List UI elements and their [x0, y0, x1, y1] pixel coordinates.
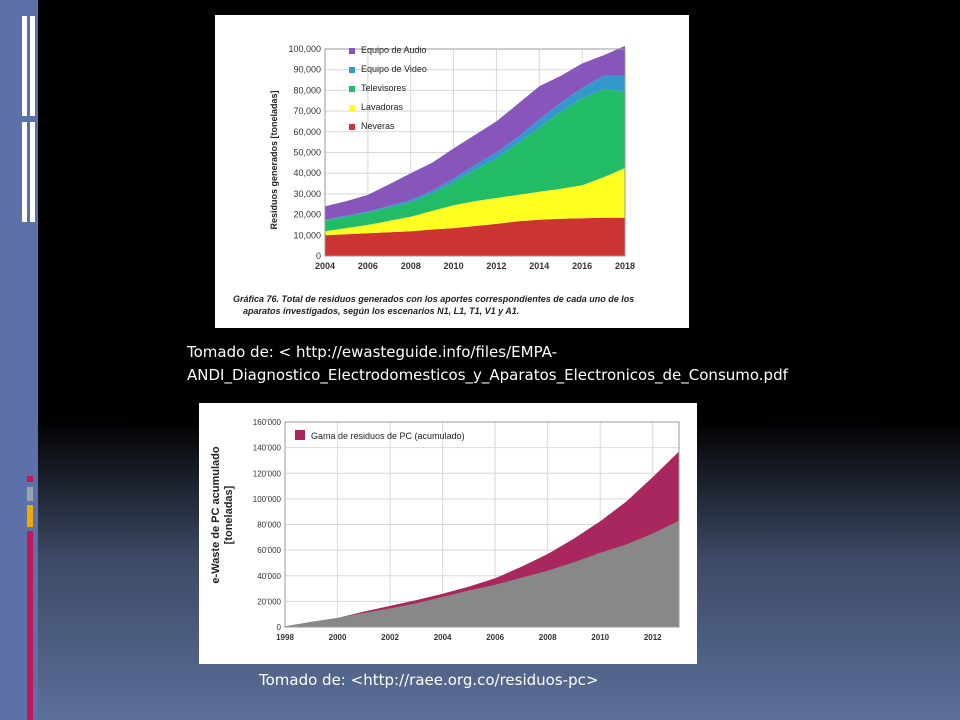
- chart2-x-tick-label: 2006: [486, 633, 505, 642]
- deco-bar-4: [30, 122, 35, 222]
- chart1-y-tick-label: 50,000: [293, 147, 321, 158]
- chart1-x-tick-label: 2016: [572, 261, 593, 271]
- chart2-y-tick-label: 120'000: [252, 469, 281, 479]
- stacked-area-chart-residuos: [215, 15, 689, 328]
- chart2-y-axis-label-line1: e-Waste de PC acumulado: [210, 446, 222, 584]
- chart2-legend-label: Gama de residuos de PC (acumulado): [311, 431, 465, 441]
- chart1-y-tick-label: 10,000: [293, 230, 321, 241]
- chart2-x-tick-label: 2010: [591, 633, 610, 642]
- chart1-x-tick-label: 2012: [486, 261, 507, 271]
- chart1-x-tick-label: 2006: [357, 261, 378, 271]
- chart2-x-tick-label: 2012: [643, 633, 662, 642]
- chart1-legend-swatch: [349, 67, 355, 73]
- chart1-x-tick-label: 2008: [400, 261, 421, 271]
- chart1-caption-line1: Gráfica 76. Total de residuos generados con los aportes correspondientes de cada uno de los: [233, 294, 635, 304]
- caption1-line1: Tomado de: < http://ewasteguide.info/files/EMPA-: [187, 343, 557, 361]
- chart1-legend-label: Lavadoras: [361, 102, 404, 112]
- chart2-x-tick-label: 2000: [328, 633, 347, 642]
- chart1-panel: [215, 15, 689, 328]
- chart1-y-tick-label: 0: [315, 251, 321, 261]
- chart1-y-tick-label: 20,000: [293, 209, 321, 220]
- chart1-areas: [325, 46, 625, 256]
- chart1-legend: [349, 45, 427, 131]
- chart2-y-tick-label: 20'000: [257, 597, 281, 607]
- chart1-legend-swatch: [349, 86, 355, 92]
- chart2-y-tick-label: 140'000: [252, 443, 281, 453]
- chart1-x-tick-label: 2018: [614, 261, 636, 271]
- chart2-x-tick-label: 2004: [433, 633, 452, 642]
- chart2-y-axis-label-line2: [toneladas]: [223, 485, 235, 545]
- chart1-y-tick-label: 100,000: [288, 44, 321, 54]
- chart1-y-tick-label: 60,000: [293, 126, 321, 137]
- chart2-areas: [285, 452, 679, 628]
- deco-bar-2: [30, 16, 35, 116]
- chart1-caption-line2: aparatos investigados, según los escenarios N1, L1, T1, V1 y A1.: [243, 306, 520, 316]
- chart2-x-tick-label: 1998: [276, 633, 294, 642]
- chart1-x-tick-label: 2004: [314, 261, 336, 271]
- chart2-legend: [295, 430, 465, 441]
- chart2-y-tick-label: 80'000: [257, 520, 281, 530]
- deco-mark-magenta-long: [27, 531, 33, 720]
- caption1-line2: ANDI_Diagnostico_Electrodomesticos_y_Aparatos_Electronicos_de_Consumo.pdf: [187, 366, 788, 384]
- caption2: Tomado de: <http://raee.org.co/residuos-pc>: [259, 671, 599, 689]
- chart2-y-tick-label: 40'000: [257, 571, 281, 581]
- chart2-y-tick-label: 60'000: [257, 546, 281, 556]
- chart1-legend-label: Equipo de Video: [361, 64, 427, 74]
- chart1-y-tick-label: 70,000: [293, 106, 321, 117]
- area-chart-ewaste-pc: [199, 403, 697, 664]
- deco-bar-3: [22, 122, 27, 222]
- chart2-y-tick-label: 0: [276, 623, 281, 632]
- chart1-legend-swatch: [349, 124, 355, 130]
- deco-bar-1: [22, 16, 27, 116]
- chart1-y-tick-label: 90,000: [293, 64, 321, 75]
- chart1-y-tick-label: 40,000: [293, 168, 321, 179]
- chart1-y-tick-label: 30,000: [293, 188, 321, 199]
- chart1-legend-label: Equipo de Audio: [361, 45, 427, 55]
- chart2-x-tick-label: 2008: [538, 633, 557, 642]
- chart2-x-tick-label: 2002: [381, 633, 399, 642]
- chart2-panel: [199, 403, 697, 664]
- deco-mark-magenta: [27, 476, 33, 482]
- deco-mark-orange: [27, 505, 33, 527]
- chart1-x-tick-label: 2010: [443, 261, 464, 271]
- chart2-y-tick-label: 160'000: [252, 418, 281, 427]
- chart1-legend-swatch: [349, 48, 355, 54]
- chart2-y-tick-label: 100'000: [252, 494, 281, 504]
- chart1-legend-label: Neveras: [361, 121, 395, 131]
- chart2-legend-swatch: [295, 430, 305, 440]
- chart1-legend-swatch: [349, 105, 355, 111]
- chart1-legend-label: Televisores: [361, 83, 407, 93]
- chart1-x-tick-label: 2014: [529, 261, 550, 271]
- chart1-y-axis-label: Residuos generados [toneladas]: [269, 90, 279, 230]
- chart1-y-tick-label: 80,000: [293, 85, 321, 96]
- deco-mark-gray: [27, 487, 33, 501]
